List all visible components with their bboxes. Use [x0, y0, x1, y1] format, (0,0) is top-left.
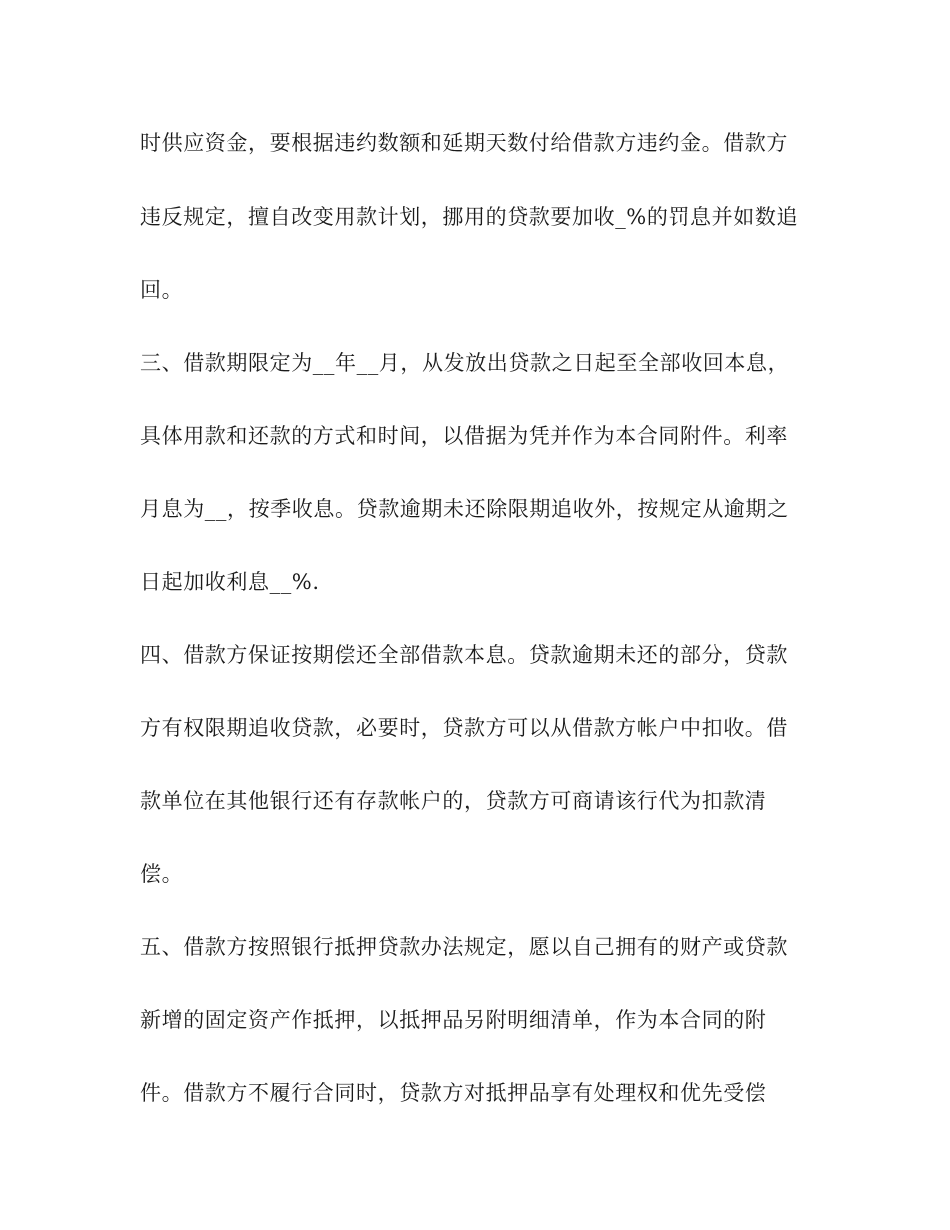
text-line: 日起加收利息__%.: [140, 570, 320, 594]
text-line: 新增的固定资产作抵押，以抵押品另附明细清单，作为本合同的附: [140, 1008, 767, 1032]
text-line: 三、借款期限定为__年__月，从发放出贷款之日起至全部收回本息，: [140, 351, 790, 375]
text-line: 违反规定，擅自改变用款计划，挪用的贷款要加收_%的罚息并如数追: [140, 205, 799, 229]
text-line: 件。借款方不履行合同时，贷款方对抵押品享有处理权和优先受偿: [140, 1081, 767, 1105]
text-line: 月息为__，按季收息。贷款逾期未还除限期追收外，按规定从逾期之: [140, 497, 789, 521]
text-line: 款单位在其他银行还有存款帐户的，贷款方可商请该行代为扣款清: [140, 789, 767, 813]
text-line: 方有权限期追收贷款，必要时，贷款方可以从借款方帐户中扣收。借: [140, 716, 788, 740]
text-line: 五、借款方按照银行抵押贷款办法规定，愿以自己拥有的财产或贷款: [140, 935, 788, 959]
text-line: 具体用款和还款的方式和时间，以借据为凭并作为本合同附件。利率: [140, 424, 788, 448]
text-line: 偿。: [140, 862, 184, 886]
text-line: 回。: [140, 278, 184, 302]
text-line: 四、借款方保证按期偿还全部借款本息。贷款逾期未还的部分，贷款: [140, 643, 788, 667]
text-line: 时供应资金，要根据违约数额和延期天数付给借款方违约金。借款方: [140, 131, 788, 155]
